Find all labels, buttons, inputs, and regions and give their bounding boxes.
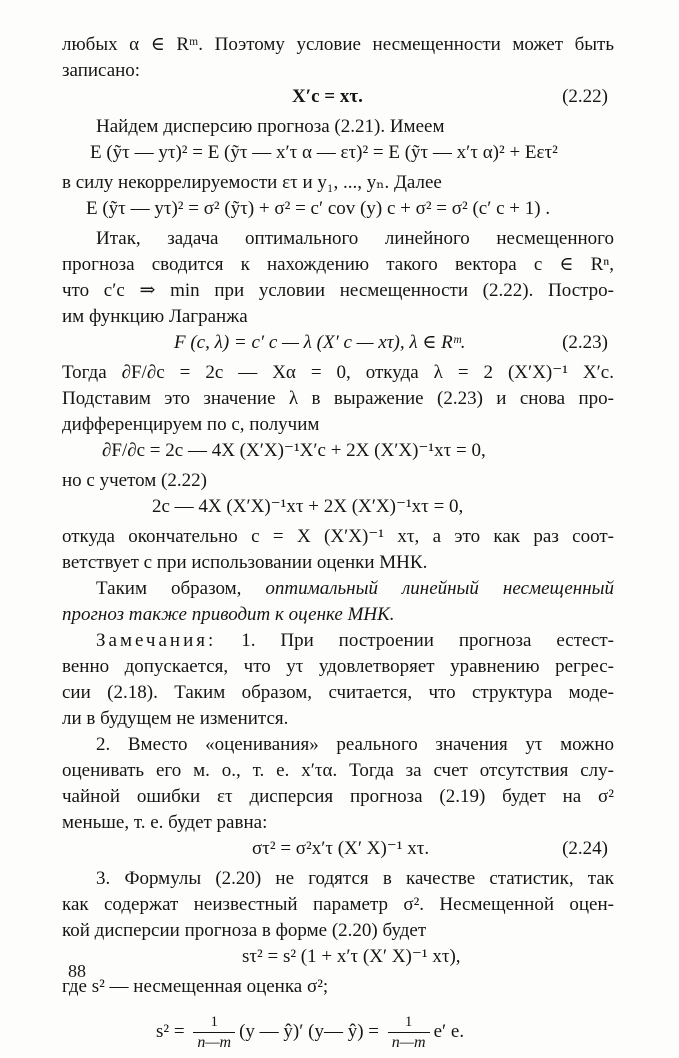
remarks-heading: Замечания: [96,630,217,651]
text-line: Подставим это значение λ в выражение (2.23) и снова про- [62,388,614,409]
text-line: прогноз также приводит к оценке МНК. [62,604,395,625]
equation-body: ∂F/∂c = 2c — 4X (X′X)⁻¹X′c + 2X (X′X)⁻¹xτ = 0, [102,440,486,461]
page-body [62,32,614,1058]
text-line: оценивать его м. о., т. е. x′τα. Тогда за счет отсутствия слу- [62,760,614,781]
equation-number: (2.23) [562,332,608,353]
equation-body: F (c, λ) = c′ c — λ (X′ c — xτ), λ ∈ Rᵐ. [174,332,466,353]
equation-sample-variance [62,944,614,974]
equation-body: E (ỹτ — yτ)² = σ² (ỹτ) + σ² = c′ cov (y) c + σ² = σ² (c′ c + 1) . [86,198,551,219]
text-line: ли в будущем не изменится. [62,708,289,729]
equation-substituted [62,494,614,524]
text-line: ветствует c при использовании оценки МНК. [62,552,428,573]
text-line: но с учетом (2.22) [62,470,207,491]
fraction-denominator: n—m [391,1034,426,1051]
fraction [388,1012,430,1053]
equation-part: (y — ŷ)′ (y— ŷ) = [239,1020,384,1042]
fraction-numerator: 1 [193,1012,235,1033]
equation-2-23 [62,330,614,360]
fraction [193,1012,235,1053]
text-line: что c′c ⇒ min при условии несмещенности (2.22). Постро- [62,280,614,301]
equation-body: X′c = xτ. [292,86,363,107]
fraction-denominator: n—m [197,1034,232,1051]
text-line: как содержат неизвестный параметр σ². Несмещенной оцен- [62,894,614,915]
text-line: 2. Вместо «оценивания» реального значения yτ можно [96,734,614,755]
text-line: меньше, т. е. будет равна: [62,812,268,833]
equation-part: e′ e. [433,1020,465,1042]
text-line: Тогда ∂F/∂c = 2c — Xα = 0, откуда λ = 2 (X′X)⁻¹ X′c. [62,362,614,383]
equation-number: (2.24) [562,838,608,859]
text-line: любых α ∈ Rᵐ. Поэтому условие несмещенности может быть [62,34,614,55]
text-line: им функцию Лагранжа [62,306,248,327]
text-line: Найдем дисперсию прогноза (2.21). Имеем [96,116,445,137]
equation-number: (2.22) [562,86,608,107]
equation-body: sτ² = s² (1 + x′τ (X′ X)⁻¹ xτ), [242,946,461,967]
fraction-numerator: 1 [388,1012,430,1033]
text-line: записано: [62,60,141,81]
text-line [62,628,614,654]
text-line: чайной ошибки ετ дисперсия прогноза (2.19) будет на σ² [62,786,614,807]
text-line: дифференцируем по c, получим [62,414,320,435]
text-line: откуда окончательно c = X (X′X)⁻¹ xτ, а это как раз соот- [62,526,614,547]
text-line: 3. Формулы (2.20) не годятся в качестве статистик, так [96,868,614,889]
equation-body: 2c — 4X (X′X)⁻¹xτ + 2X (X′X)⁻¹xτ = 0, [152,496,464,517]
text-line: прогноза сводится к нахождению такого вектора c ∈ Rⁿ, [62,254,614,275]
equation-2-24 [62,836,614,866]
text-span: 1. При построении прогноза естест- [216,630,614,651]
italic-span: оптимальный линейный несмещенный [265,578,614,599]
text-span: Таким образом, [96,578,266,599]
text-line: венно допускается, что yτ удовлетворяет уравнению регрес- [62,656,614,677]
text-line: Итак, задача оптимального линейного несмещенного [96,228,614,249]
text-line: где s² — несмещенная оценка σ²; [62,976,329,997]
equation-2-22 [62,84,614,114]
page-number: 88 [68,961,86,981]
equation-variance-2 [62,196,614,226]
equation-part: s² = [156,1020,190,1042]
text-line: в силу некоррелируемости ετ и y₁, ..., yₙ. Далее [62,172,442,193]
equation-variance-1 [62,140,614,170]
equation-body: στ² = σ²x′τ (X′ X)⁻¹ xτ. [252,838,430,859]
equation-body: E (ỹτ — yτ)² = E (ỹτ — x′τ α — ετ)² = E (ỹτ — x′τ α)² + Eετ² [90,142,558,163]
text-line: кой дисперсии прогноза в форме (2.20) будет [62,920,427,941]
equation-s-squared [62,1000,614,1058]
text-line [62,576,614,602]
text-line: сии (2.18). Таким образом, считается, что структура моде- [62,682,614,703]
equation-body [156,1012,464,1053]
equation-derivative [62,438,614,468]
